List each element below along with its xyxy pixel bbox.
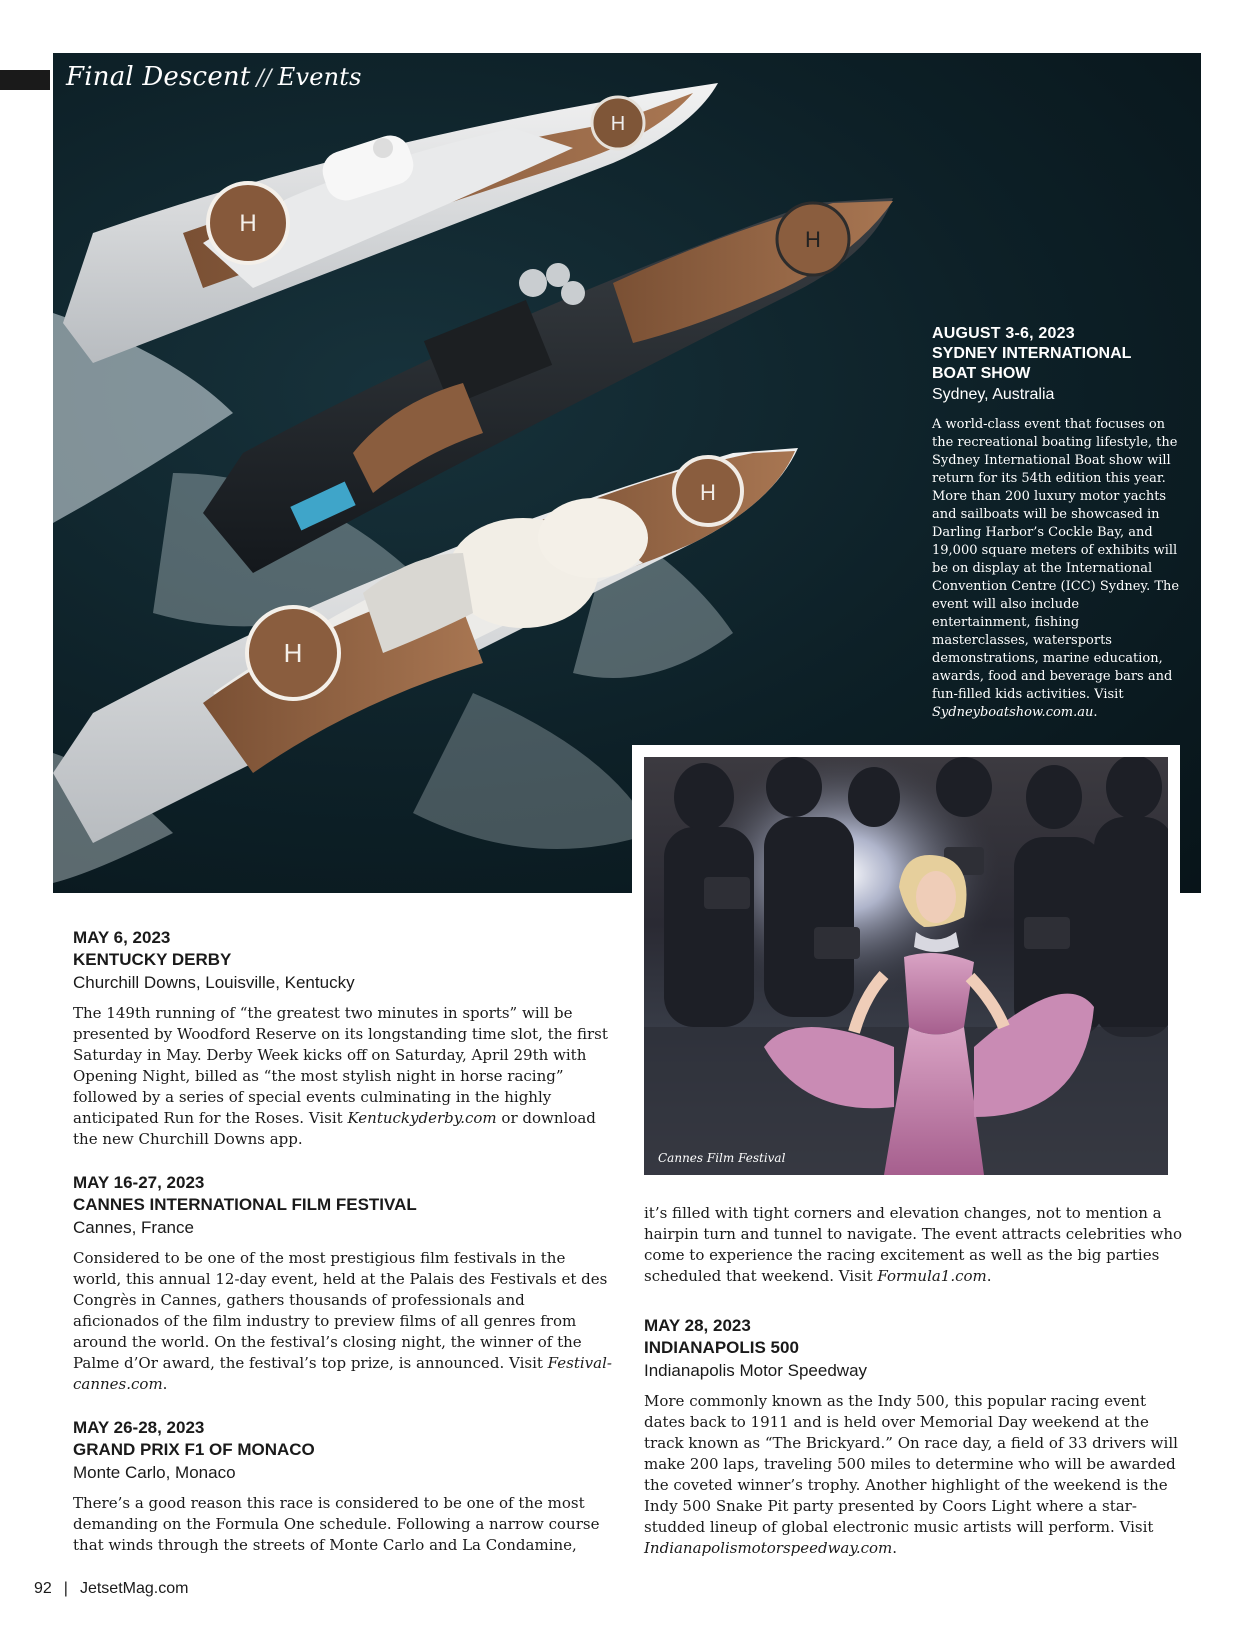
page-footer bbox=[34, 1580, 188, 1598]
svg-text:H: H bbox=[805, 227, 821, 252]
event-title-line2: BOAT SHOW bbox=[932, 365, 1031, 382]
event-title: CANNES INTERNATIONAL FILM FESTIVAL bbox=[73, 1195, 417, 1214]
left-column bbox=[73, 927, 613, 1578]
site-link[interactable]: JetsetMag.com bbox=[79, 1580, 189, 1597]
event-date: MAY 28, 2023 bbox=[644, 1316, 751, 1335]
cannes-red-carpet-photo bbox=[644, 757, 1168, 1175]
event-title: INDIANAPOLIS 500 bbox=[644, 1338, 799, 1357]
section-separator: // bbox=[256, 66, 272, 91]
event-description-text: A world-class event that focuses on the recreational boating lifestyle, the Sydney International Boat show will return for its 54th edition this year. More than 200 luxury motor yachts and sailboats will be showcased in Darling Harbor’s Cockle Bay, and 19,000 square meters of exhibits will be on display at the International Convention Centre (ICC) Sydney. The event will also include entertainment, fishing masterclasses, watersports demonstrations, marine education, awards, food and beverage bars and fun-filled kids activities. Visit bbox=[932, 417, 1180, 702]
event-description-end: . bbox=[162, 1375, 168, 1393]
section-tab-marker bbox=[0, 70, 50, 90]
event-description-text: Considered to be one of the most prestigious film festivals in the world, this annual 12-day event, held at the Palais des Festivals et des Congrès in Cannes, gathers thousands of professionals and aficionados of the film industry to preview films of all genres from around the world. On the festival’s closing night, the winner of the Palme d’Or award, the festival’s top prize, is announced. Visit bbox=[73, 1249, 608, 1372]
event-link[interactable]: Festival-cannes.com bbox=[73, 1354, 612, 1393]
event-grand-prix-monaco bbox=[73, 1417, 613, 1556]
event-title: GRAND PRIX F1 OF MONACO bbox=[73, 1440, 315, 1459]
event-link[interactable]: Formula1.com bbox=[877, 1267, 987, 1285]
event-description-end: . bbox=[892, 1539, 898, 1557]
photo-caption: Cannes Film Festival bbox=[658, 1151, 786, 1165]
event-description bbox=[644, 1391, 1184, 1559]
event-sydney-boat-show bbox=[932, 324, 1180, 722]
event-date: MAY 26-28, 2023 bbox=[73, 1418, 205, 1437]
event-description-end: or download the new Churchill Downs app. bbox=[73, 1109, 596, 1148]
event-date: MAY 6, 2023 bbox=[73, 928, 171, 947]
event-location: Indianapolis Motor Speedway bbox=[644, 1361, 868, 1380]
event-monaco-continued bbox=[644, 1203, 1184, 1287]
event-date: AUGUST 3-6, 2023 bbox=[932, 325, 1075, 342]
event-location: Sydney, Australia bbox=[932, 386, 1055, 403]
section-title: Final Descent bbox=[66, 62, 251, 92]
event-description bbox=[932, 416, 1180, 722]
event-description-continued bbox=[644, 1203, 1184, 1287]
event-location: Monte Carlo, Monaco bbox=[73, 1463, 236, 1482]
footer-divider: | bbox=[63, 1580, 68, 1597]
right-column bbox=[644, 1203, 1184, 1581]
event-description bbox=[73, 1248, 613, 1395]
event-title-line1: SYDNEY INTERNATIONAL bbox=[932, 345, 1132, 362]
event-description: There’s a good reason this race is considered to be one of the most demanding on the Formula One schedule. Following a narrow course that winds through the streets of Monte Carlo and La Condamine, bbox=[73, 1494, 600, 1554]
event-description-end: . bbox=[1093, 705, 1098, 720]
event-kentucky-derby bbox=[73, 927, 613, 1150]
event-location: Cannes, France bbox=[73, 1218, 194, 1237]
section-subtitle: Events bbox=[277, 63, 362, 91]
event-date: MAY 16-27, 2023 bbox=[73, 1173, 205, 1192]
page-number: 92 bbox=[34, 1580, 52, 1597]
event-description-text: it’s filled with tight corners and elevation changes, not to mention a hairpin turn and tunnel to navigate. The event attracts celebrities who come to experience the racing excitement as well as the big parties scheduled that weekend. Visit bbox=[644, 1204, 1183, 1285]
event-link[interactable]: Sydneyboatshow.com.au bbox=[932, 705, 1094, 720]
svg-text:H: H bbox=[700, 480, 716, 505]
event-cannes-film-festival bbox=[73, 1172, 613, 1395]
event-description-end: . bbox=[986, 1267, 992, 1285]
event-link[interactable]: Kentuckyderby.com bbox=[347, 1109, 497, 1127]
event-description-text: The 149th running of “the greatest two minutes in sports” will be presented by Woodford Reserve on its longstanding time slot, the first Saturday in May. Derby Week kicks off on Saturday, April 29th with Opening Night, billed as “the most stylish night in horse racing” followed by a series of special events culminating in the highly anticipated Run for the Roses. Visit bbox=[73, 1004, 608, 1127]
svg-text:H: H bbox=[283, 638, 303, 668]
svg-text:H: H bbox=[610, 113, 626, 135]
event-title: KENTUCKY DERBY bbox=[73, 950, 232, 969]
event-indianapolis-500 bbox=[644, 1315, 1184, 1559]
section-header bbox=[66, 62, 362, 92]
event-description bbox=[73, 1003, 613, 1150]
event-location: Churchill Downs, Louisville, Kentucky bbox=[73, 973, 355, 992]
event-link[interactable]: Indianapolismotorspeedway.com bbox=[644, 1539, 893, 1557]
event-description-text: More commonly known as the Indy 500, this popular racing event dates back to 1911 and is held over Memorial Day weekend at the track known as “The Brickyard.” On race day, a field of 33 drivers will make 200 laps, traveling 500 miles to determine who will be awarded the coveted winner’s trophy. Another highlight of the weekend is the Indy 500 Snake Pit party presented by Coors Light where a star-studded lineup of global electronic music artists will perform. Visit bbox=[644, 1392, 1178, 1536]
svg-text:H: H bbox=[239, 210, 257, 237]
cannes-illustration bbox=[644, 757, 1168, 1175]
